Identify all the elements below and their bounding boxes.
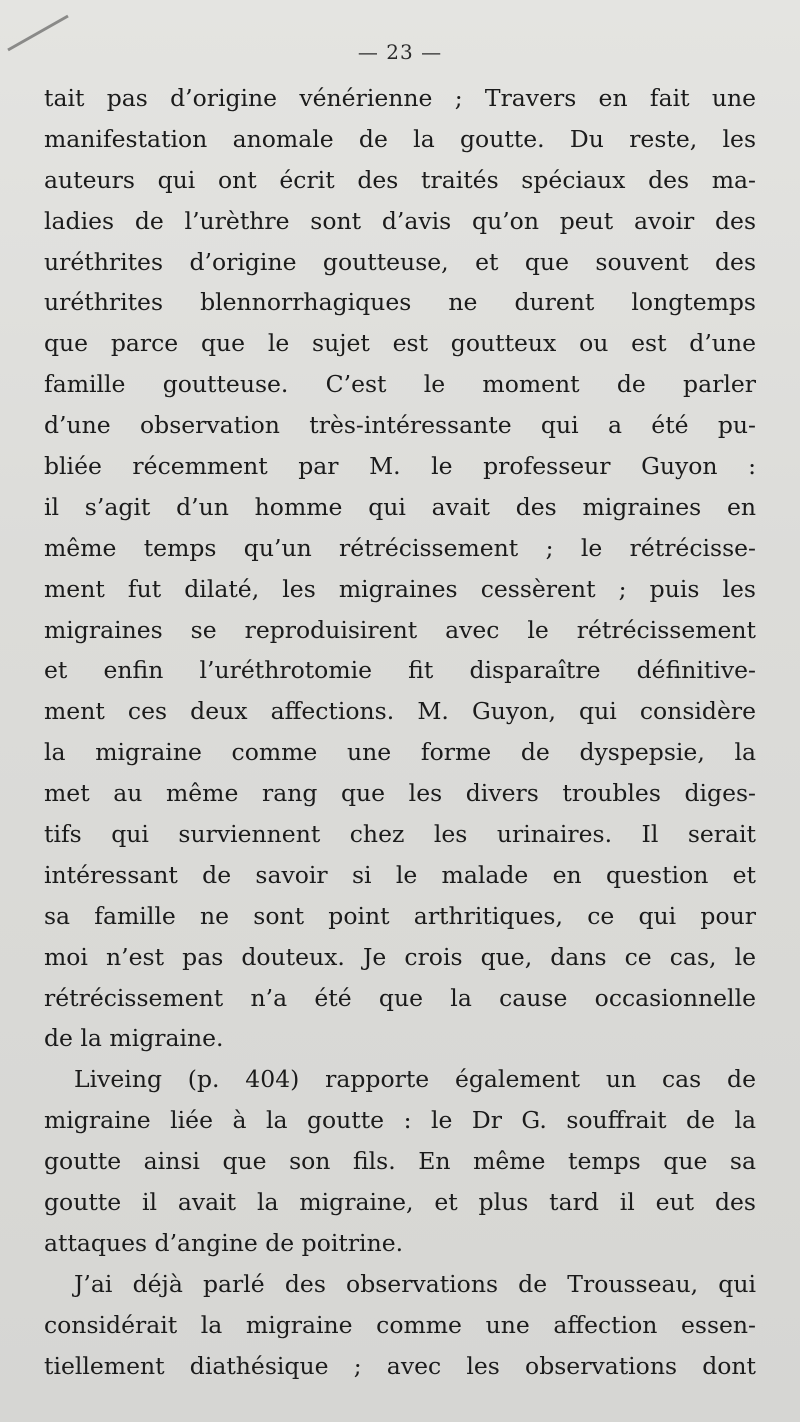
text-line: la migraine comme une forme de dyspepsie, la — [44, 738, 756, 767]
text-line: intéressant de savoir si le malade en question et — [44, 860, 756, 889]
text-line: uréthrites d’origine goutteuse, et que souvent des — [44, 247, 756, 276]
body-text — [44, 78, 756, 1387]
paragraph-2 — [44, 1059, 756, 1263]
text-line: goutte il avait la migraine, et plus tard il eut des — [44, 1188, 756, 1217]
paragraph-1 — [44, 78, 756, 1059]
text-line: ment fut dilaté, les migraines cessèrent ; puis les — [44, 574, 756, 603]
text-line: famille goutteuse. C’est le moment de parler — [44, 370, 756, 399]
text-line: que parce que le sujet est goutteux ou est d’une — [44, 329, 756, 358]
text-line: considérait la migraine comme une affection essen- — [44, 1310, 756, 1339]
text-line: ladies de l’urèthre sont d’avis qu’on peut avoir des — [44, 206, 756, 235]
text-line: attaques d’angine de poitrine. — [44, 1228, 404, 1257]
text-line: tiellement diathésique ; avec les observations dont — [44, 1351, 756, 1380]
text-line: ment ces deux affections. M. Guyon, qui considère — [44, 697, 756, 726]
text-line: même temps qu’un rétrécissement ; le rétrécisse- — [44, 533, 756, 562]
text-line: migraine liée à la goutte : le Dr G. souffrait de la — [44, 1106, 756, 1135]
text-line: tifs qui surviennent chez les urinaires. Il serait — [44, 820, 756, 849]
text-line: moi n’est pas douteux. Je crois que, dans ce cas, le — [44, 942, 756, 971]
text-line: manifestation anomale de la goutte. Du reste, les — [44, 124, 756, 153]
text-line: bliée récemment par M. le professeur Guyon : — [44, 452, 756, 481]
page-number: — 23 — — [357, 40, 443, 64]
text-line: Liveing (p. 404) rapporte également un cas de — [74, 1065, 756, 1094]
text-line: il s’agit d’un homme qui avait des migraines en — [44, 492, 756, 521]
text-line: goutte ainsi que son fils. En même temps que sa — [44, 1147, 756, 1176]
text-line: sa famille ne sont point arthritiques, ce qui pour — [44, 901, 756, 930]
text-line: de la migraine. — [44, 1024, 224, 1053]
text-line: auteurs qui ont écrit des traités spéciaux des ma- — [44, 165, 756, 194]
text-line: d’une observation très-intéressante qui a été pu- — [44, 411, 756, 440]
text-line: rétrécissement n’a été que la cause occasionnelle — [44, 983, 756, 1012]
paragraph-3 — [44, 1264, 756, 1387]
text-line: et enfin l’uréthrotomie fit disparaître définitive- — [44, 656, 756, 685]
text-line: J’ai déjà parlé des observations de Trousseau, qui — [74, 1269, 756, 1298]
text-line: met au même rang que les divers troubles diges- — [44, 779, 756, 808]
text-line: migraines se reproduisirent avec le rétrécissement — [44, 615, 756, 644]
text-line: uréthrites blennorrhagiques ne durent longtemps — [44, 288, 756, 317]
text-line: tait pas d’origine vénérienne ; Travers en fait une — [44, 84, 756, 112]
